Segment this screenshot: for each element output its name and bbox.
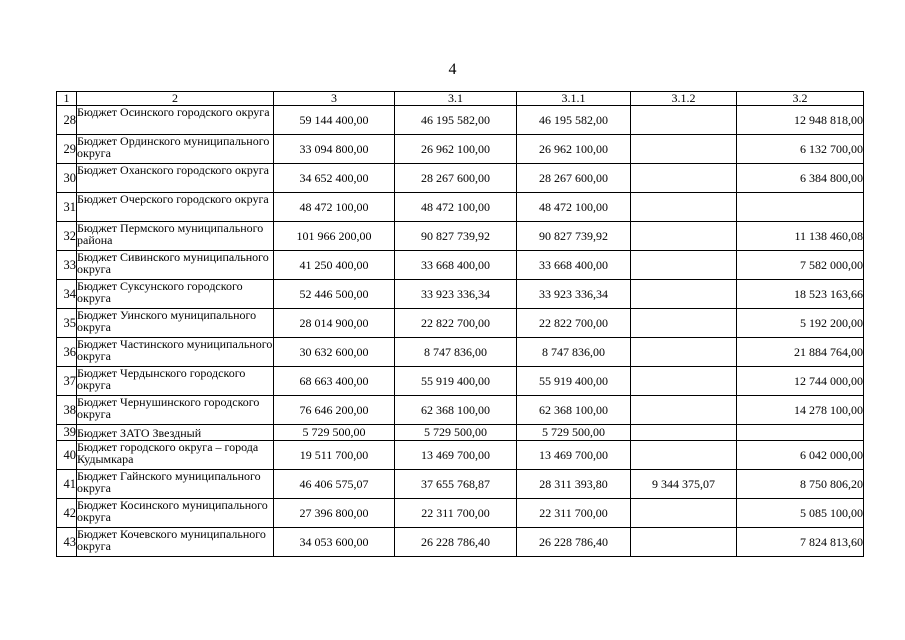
amount-3-1-2 [631,338,737,367]
row-number: 38 [57,396,77,425]
amount-3-1: 33 923 336,34 [395,280,517,309]
table-row [57,425,864,441]
amount-3-2: 5 085 100,00 [737,499,864,528]
amount-3-1-2 [631,164,737,193]
column-header: 3.2 [737,92,864,106]
amount-3-1-1: 33 668 400,00 [517,251,631,280]
budget-name: Бюджет Ординского муниципального округа [77,135,274,164]
amount-3-1-1: 46 195 582,00 [517,106,631,135]
row-number: 39 [57,425,77,441]
amount-3-2: 12 744 000,00 [737,367,864,396]
amount-3-1-2 [631,441,737,470]
table-row [57,309,864,338]
amount-3-2: 14 278 100,00 [737,396,864,425]
amount-3-1-2 [631,425,737,441]
amount-3-1: 22 822 700,00 [395,309,517,338]
amount-3-1: 46 195 582,00 [395,106,517,135]
amount-total: 27 396 800,00 [274,499,395,528]
header-row [57,92,864,106]
table-row [57,135,864,164]
amount-total: 52 446 500,00 [274,280,395,309]
amount-total: 19 511 700,00 [274,441,395,470]
row-number: 35 [57,309,77,338]
row-number: 32 [57,222,77,251]
budget-name: Бюджет Сивинского муниципального округа [77,251,274,280]
budget-name: Бюджет Косинского муниципального округа [77,499,274,528]
amount-3-1: 26 228 786,40 [395,528,517,557]
table-row [57,222,864,251]
amount-3-1-1: 48 472 100,00 [517,193,631,222]
row-number: 30 [57,164,77,193]
amount-3-1: 26 962 100,00 [395,135,517,164]
amount-3-2 [737,425,864,441]
amount-3-1-2 [631,106,737,135]
amount-3-1: 8 747 836,00 [395,338,517,367]
amount-3-2: 12 948 818,00 [737,106,864,135]
amount-3-2: 11 138 460,08 [737,222,864,251]
table-row [57,338,864,367]
page-number: 4 [448,61,457,78]
column-header: 2 [77,92,274,106]
amount-total: 101 966 200,00 [274,222,395,251]
budget-name: Бюджет Суксунского городского округа [77,280,274,309]
budget-name: Бюджет ЗАТО Звездный [77,425,274,441]
amount-3-1: 48 472 100,00 [395,193,517,222]
amount-3-1-1: 62 368 100,00 [517,396,631,425]
amount-total: 30 632 600,00 [274,338,395,367]
amount-total: 34 053 600,00 [274,528,395,557]
table-row [57,280,864,309]
row-number: 28 [57,106,77,135]
budget-name: Бюджет Гайнского муниципального округа [77,470,274,499]
amount-3-1: 62 368 100,00 [395,396,517,425]
table-row [57,528,864,557]
column-header: 3.1 [395,92,517,106]
row-number: 33 [57,251,77,280]
amount-3-1-1: 26 228 786,40 [517,528,631,557]
amount-total: 34 652 400,00 [274,164,395,193]
table-row [57,470,864,499]
amount-3-1: 13 469 700,00 [395,441,517,470]
amount-3-1-2 [631,309,737,338]
row-number: 43 [57,528,77,557]
table-row [57,193,864,222]
column-header: 1 [57,92,77,106]
amount-3-1-1: 28 267 600,00 [517,164,631,193]
table-row [57,396,864,425]
row-number: 36 [57,338,77,367]
amount-3-2: 21 884 764,00 [737,338,864,367]
column-header: 3.1.2 [631,92,737,106]
table-row [57,106,864,135]
table-row [57,499,864,528]
amount-3-1-2 [631,396,737,425]
amount-3-1-2 [631,280,737,309]
amount-total: 5 729 500,00 [274,425,395,441]
row-number: 31 [57,193,77,222]
table-row [57,367,864,396]
amount-total: 28 014 900,00 [274,309,395,338]
amount-3-1-1: 22 311 700,00 [517,499,631,528]
amount-3-1: 5 729 500,00 [395,425,517,441]
amount-total: 76 646 200,00 [274,396,395,425]
amount-3-1-1: 26 962 100,00 [517,135,631,164]
amount-3-1: 37 655 768,87 [395,470,517,499]
amount-3-1-1: 90 827 739,92 [517,222,631,251]
amount-total: 41 250 400,00 [274,251,395,280]
row-number: 37 [57,367,77,396]
amount-3-1-1: 55 919 400,00 [517,367,631,396]
amount-3-1: 55 919 400,00 [395,367,517,396]
column-header: 3 [274,92,395,106]
amount-3-1-2 [631,528,737,557]
row-number: 34 [57,280,77,309]
amount-3-1-1: 28 311 393,80 [517,470,631,499]
column-header: 3.1.1 [517,92,631,106]
amount-3-1-2 [631,251,737,280]
table-row [57,441,864,470]
amount-3-1-1: 8 747 836,00 [517,338,631,367]
amount-3-1-1: 13 469 700,00 [517,441,631,470]
budget-name: Бюджет Частинского муниципального округа [77,338,274,367]
amount-3-1-2 [631,193,737,222]
row-number: 29 [57,135,77,164]
table-row [57,251,864,280]
amount-3-2: 8 750 806,20 [737,470,864,499]
budget-name: Бюджет Чернушинского городского округа [77,396,274,425]
amount-3-2: 7 824 813,60 [737,528,864,557]
amount-3-2: 6 132 700,00 [737,135,864,164]
amount-3-2: 6 042 000,00 [737,441,864,470]
budget-name: Бюджет Уинского муниципального округа [77,309,274,338]
amount-3-1: 28 267 600,00 [395,164,517,193]
amount-3-1-1: 5 729 500,00 [517,425,631,441]
amount-3-2: 7 582 000,00 [737,251,864,280]
budget-name: Бюджет Пермского муниципального района [77,222,274,251]
amount-3-1-1: 33 923 336,34 [517,280,631,309]
row-number: 40 [57,441,77,470]
amount-total: 68 663 400,00 [274,367,395,396]
budget-name: Бюджет Осинского городского округа [77,106,274,135]
amount-3-2: 5 192 200,00 [737,309,864,338]
table-row [57,164,864,193]
budget-table [56,91,864,557]
amount-3-1-2 [631,367,737,396]
amount-3-1-1: 22 822 700,00 [517,309,631,338]
budget-name: Бюджет Чердынского городского округа [77,367,274,396]
amount-total: 59 144 400,00 [274,106,395,135]
amount-3-1-2 [631,499,737,528]
row-number: 42 [57,499,77,528]
amount-3-1: 33 668 400,00 [395,251,517,280]
amount-3-1: 90 827 739,92 [395,222,517,251]
budget-name: Бюджет городского округа – города Кудымкара [77,441,274,470]
row-number: 41 [57,470,77,499]
amount-3-2: 18 523 163,66 [737,280,864,309]
amount-total: 48 472 100,00 [274,193,395,222]
amount-3-1-2 [631,135,737,164]
amount-3-1-2 [631,222,737,251]
amount-3-2 [737,193,864,222]
amount-3-2: 6 384 800,00 [737,164,864,193]
amount-3-1-2: 9 344 375,07 [631,470,737,499]
amount-3-1: 22 311 700,00 [395,499,517,528]
budget-name: Бюджет Оханского городского округа [77,164,274,193]
budget-name: Бюджет Очерского городского округа [77,193,274,222]
budget-name: Бюджет Кочевского муниципального округа [77,528,274,557]
amount-total: 33 094 800,00 [274,135,395,164]
amount-total: 46 406 575,07 [274,470,395,499]
